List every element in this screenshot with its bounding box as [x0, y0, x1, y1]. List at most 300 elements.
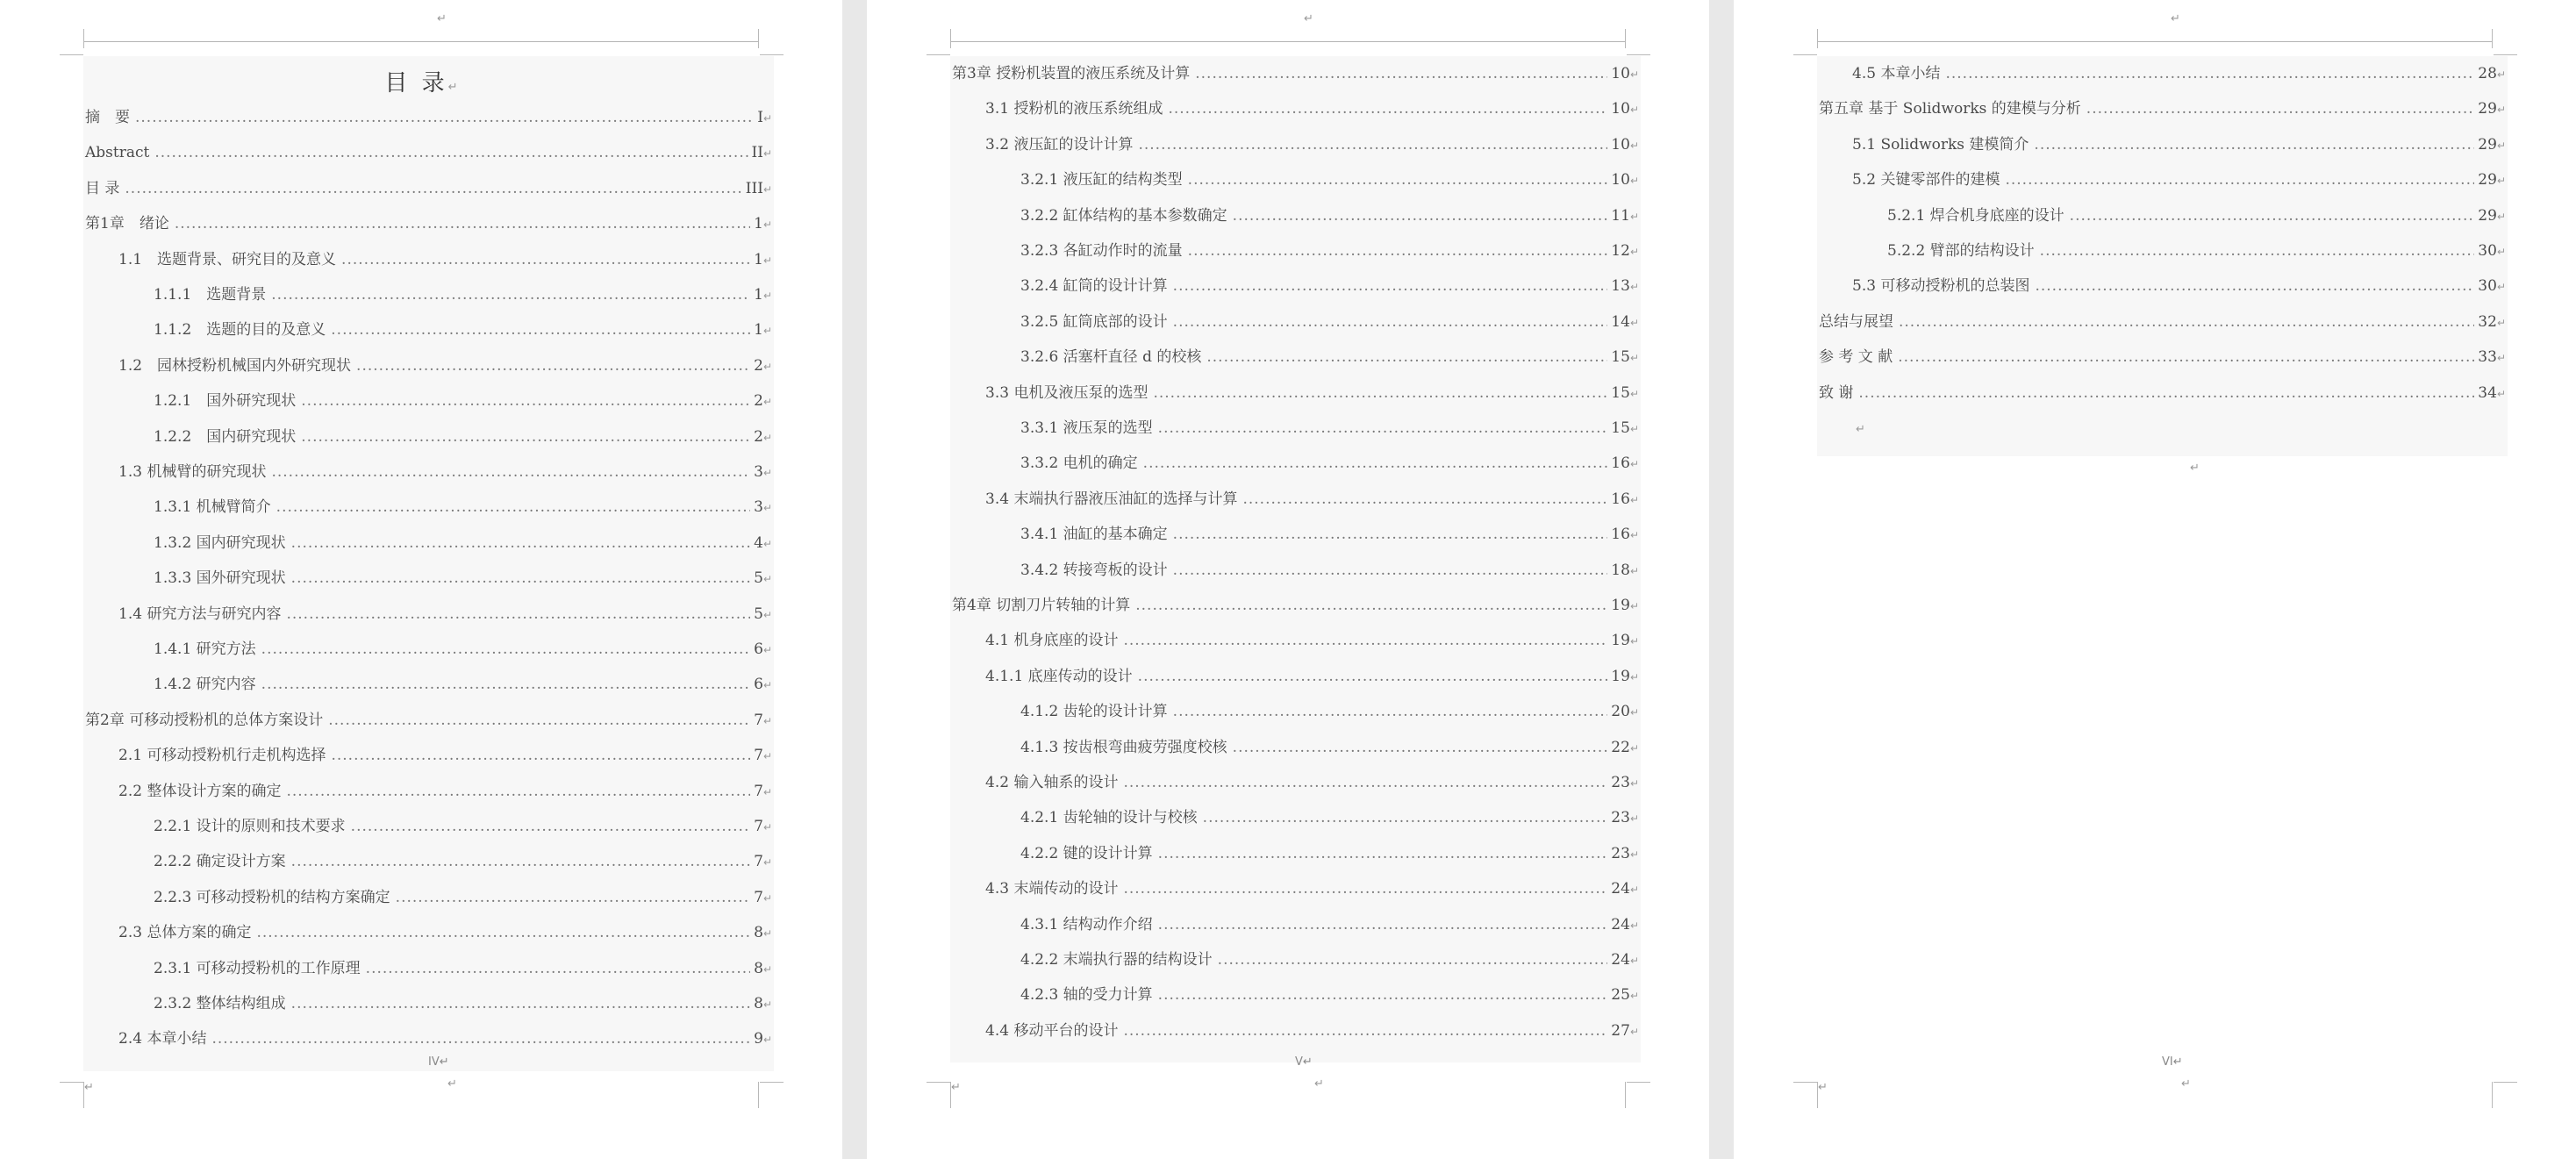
- paragraph-mark: ↵: [1629, 955, 1639, 967]
- toc-dot-leader: [1123, 772, 1607, 793]
- toc-entry-label: 4.2.2 末端执行器的结构设计: [1020, 951, 1213, 969]
- toc-dot-leader: [1242, 489, 1607, 510]
- paragraph-mark: ↵: [1629, 670, 1639, 683]
- paragraph-mark: ↵: [1629, 741, 1639, 755]
- crop-mark: [758, 1082, 759, 1108]
- toc-page-number: 33: [2478, 348, 2497, 367]
- toc-entry[interactable]: [154, 390, 772, 411]
- header-rule: [83, 41, 759, 42]
- crop-mark: [760, 54, 784, 55]
- toc-page-number: 10: [1611, 135, 1630, 154]
- toc-entry[interactable]: [952, 595, 1639, 616]
- toc-page-number: 2: [754, 427, 763, 446]
- crop-mark: [2492, 1082, 2493, 1108]
- paragraph-mark: ↵: [437, 12, 447, 25]
- toc-dot-leader: [1168, 98, 1607, 119]
- toc-page-number: 3: [754, 498, 763, 517]
- toc-dot-leader: [1173, 524, 1608, 545]
- toc-entry[interactable]: [1020, 524, 1639, 545]
- toc-page-number: 19: [1611, 632, 1630, 650]
- toc-page-number: 30: [2478, 277, 2497, 296]
- toc-entry[interactable]: [1020, 347, 1639, 368]
- toc-entry[interactable]: [154, 497, 772, 518]
- toc-page-number: 23: [1611, 774, 1630, 791]
- toc-page-number: 29: [2478, 135, 2497, 154]
- toc-dot-leader: [1195, 63, 1607, 84]
- toc-entry[interactable]: [154, 674, 772, 695]
- toc-entry-label: 3.3.1 液压泵的选型: [1020, 419, 1153, 437]
- toc-entry[interactable]: [85, 107, 772, 128]
- toc-entry[interactable]: [1020, 275, 1639, 297]
- toc-dot-leader: [1158, 984, 1608, 1005]
- paragraph-mark: ↵: [762, 679, 772, 692]
- toc-entry-label: 1.3.1 机械臂简介: [154, 498, 271, 517]
- toc-entry-label: 3.2 液压缸的设计计算: [985, 135, 1134, 154]
- paragraph-mark: ↵: [762, 962, 772, 976]
- page-footer-number: [428, 1055, 449, 1069]
- toc-dot-leader: [291, 568, 750, 589]
- toc-entry[interactable]: [1020, 240, 1639, 261]
- toc-title-text: 目 录: [384, 70, 448, 97]
- toc-entry-label: 致 谢: [1819, 383, 1854, 402]
- toc-entry[interactable]: [118, 249, 772, 270]
- toc-entry-label: Abstract: [85, 144, 150, 162]
- toc-entry[interactable]: [118, 355, 772, 376]
- paragraph-mark: ↵: [1629, 175, 1639, 188]
- toc-page-number: 3: [754, 463, 763, 481]
- toc-page-number: 1: [754, 286, 763, 304]
- toc-entry-label: 1.3.2 国内研究现状: [154, 533, 286, 552]
- toc-page-number: 24: [1611, 915, 1630, 934]
- crop-mark: [2494, 54, 2517, 55]
- toc-entry[interactable]: [154, 993, 772, 1014]
- toc-entry-label: 1.4.2 研究内容: [154, 676, 256, 694]
- toc-entry[interactable]: [1852, 169, 2506, 190]
- toc-dot-leader: [2070, 205, 2475, 226]
- paragraph-mark: ↵: [2172, 1055, 2183, 1069]
- toc-entry-label: 3.2.2 缸体结构的基本参数确定: [1020, 206, 1227, 225]
- toc-page-number: 7: [754, 888, 763, 906]
- crop-mark: [1625, 29, 1626, 48]
- toc-dot-leader: [1158, 914, 1608, 935]
- toc-entry[interactable]: [1852, 134, 2506, 155]
- toc-dot-leader: [291, 533, 750, 554]
- toc-page-number: 24: [1611, 880, 1630, 898]
- toc-page-number: 1: [754, 321, 763, 340]
- toc-entry[interactable]: [985, 772, 1639, 793]
- toc-entry-label: 1.3 机械臂的研究现状: [118, 463, 267, 481]
- toc-entry[interactable]: [1819, 98, 2506, 119]
- toc-entry[interactable]: [1020, 984, 1639, 1005]
- toc-entry[interactable]: [985, 489, 1639, 510]
- toc-dot-leader: [2005, 169, 2474, 190]
- toc-page-number: 29: [2478, 206, 2497, 225]
- toc-entry-label: 3.4.1 油缸的基本确定: [1020, 526, 1168, 544]
- paragraph-mark: ↵: [2496, 210, 2506, 223]
- toc-page-number: 24: [1611, 951, 1630, 969]
- crop-mark: [83, 29, 84, 48]
- crop-mark: [1793, 54, 1817, 55]
- toc-entry[interactable]: [154, 958, 772, 979]
- toc-page-number: 7: [754, 711, 763, 729]
- toc-dot-leader: [331, 745, 750, 766]
- toc-entry[interactable]: [85, 178, 772, 199]
- toc-dot-leader: [1218, 949, 1608, 970]
- toc-entry[interactable]: [118, 745, 772, 766]
- toc-dot-leader: [1143, 453, 1608, 474]
- paragraph-mark: ↵: [439, 1055, 449, 1069]
- toc-entry[interactable]: [1852, 63, 2506, 84]
- document-page: [1734, 0, 2576, 1159]
- toc-entry[interactable]: [1887, 240, 2506, 261]
- toc-page-number: 23: [1611, 809, 1630, 827]
- paragraph-mark: ↵: [1629, 458, 1639, 471]
- document-page: [0, 0, 842, 1159]
- toc-page-number: 13: [1611, 277, 1630, 296]
- toc-entry-label: 4.2.1 齿轮轴的设计与校核: [1020, 809, 1198, 827]
- toc-dot-leader: [1158, 418, 1608, 439]
- toc-entry-label: 4.1.1 底座传动的设计: [985, 667, 1133, 685]
- paragraph-mark: ↵: [1629, 387, 1639, 400]
- paragraph-mark: ↵: [762, 1034, 772, 1047]
- toc-entry-label: 2.2.3 可移动授粉机的结构方案确定: [154, 888, 390, 906]
- toc-entry[interactable]: [985, 1020, 1639, 1041]
- toc-entry-label: 1.2 园林授粉机械国内外研究现状: [118, 356, 352, 375]
- toc-page-number: 30: [2478, 242, 2497, 260]
- toc-entry-label: 1.1.2 选题的目的及意义: [154, 321, 326, 340]
- paragraph-mark: ↵: [762, 431, 772, 444]
- crop-mark: [927, 1082, 950, 1083]
- paragraph-mark: ↵: [1304, 12, 1313, 25]
- toc-dot-leader: [1123, 878, 1607, 899]
- toc-dot-leader: [261, 639, 750, 660]
- toc-dot-leader: [286, 604, 750, 625]
- paragraph-mark: ↵: [84, 1081, 94, 1094]
- toc-dot-leader: [396, 887, 750, 908]
- toc-page-number: 1: [754, 215, 763, 233]
- paragraph-mark: ↵: [762, 785, 772, 798]
- toc-page-number: 22: [1611, 738, 1630, 756]
- toc-entry[interactable]: [1020, 311, 1639, 333]
- toc-entry-label: 第五章 基于 Solidworks 的建模与分析: [1819, 100, 2081, 118]
- paragraph-mark: ↵: [951, 1081, 961, 1094]
- toc-dot-leader: [286, 781, 750, 802]
- toc-entry-label: 5.2.2 臂部的结构设计: [1887, 242, 2035, 260]
- paragraph-mark: ↵: [447, 81, 458, 94]
- toc-dot-leader: [366, 958, 750, 979]
- toc-dot-leader: [2086, 98, 2475, 119]
- toc-entry[interactable]: [985, 878, 1639, 899]
- toc-entry-label: 1.2.2 国内研究现状: [154, 427, 297, 446]
- toc-entry[interactable]: [985, 98, 1639, 119]
- toc-page-number: 9: [754, 1030, 763, 1048]
- toc-entry[interactable]: [1020, 560, 1639, 581]
- paragraph-mark: ↵: [1629, 777, 1639, 790]
- toc-entry-label: 3.2.5 缸筒底部的设计: [1020, 312, 1168, 331]
- toc-dot-leader: [328, 710, 750, 731]
- toc-page-number: 7: [754, 818, 763, 835]
- paragraph-mark: ↵: [762, 750, 772, 763]
- crop-mark: [950, 29, 951, 48]
- paragraph-mark: ↵: [1629, 210, 1639, 223]
- header-rule: [950, 41, 1626, 42]
- paragraph-mark: ↵: [762, 821, 772, 833]
- toc-entry[interactable]: [154, 533, 772, 554]
- toc-entry-label: 3.3 电机及液压泵的选型: [985, 383, 1148, 402]
- toc-entry[interactable]: [1887, 205, 2506, 226]
- paragraph-mark: ↵: [1629, 600, 1639, 612]
- toc-entry[interactable]: [1020, 914, 1639, 935]
- crop-mark: [758, 29, 759, 48]
- toc-entry[interactable]: [85, 710, 772, 731]
- toc-entry[interactable]: [154, 887, 772, 908]
- toc-entry[interactable]: [154, 851, 772, 872]
- toc-entry[interactable]: [985, 134, 1639, 155]
- toc-dot-leader: [1173, 311, 1608, 333]
- toc-page-number: 28: [2478, 65, 2497, 82]
- toc-page-number: I: [757, 109, 763, 126]
- crop-mark: [2492, 29, 2493, 48]
- toc-entry-label: 总结与展望: [1819, 312, 1893, 331]
- toc-entry[interactable]: [154, 319, 772, 340]
- toc-page-number: 23: [1611, 844, 1630, 862]
- toc-entry-label: 3.2.6 活塞杆直径 d 的校核: [1020, 348, 1202, 367]
- toc-entry[interactable]: [1819, 311, 2506, 333]
- toc-dot-leader: [1138, 134, 1607, 155]
- toc-entry-label: 第2章 可移动授粉机的总体方案设计: [85, 711, 324, 729]
- toc-entry[interactable]: [85, 213, 772, 234]
- toc-dot-leader: [125, 178, 741, 199]
- paragraph-mark: ↵: [1629, 104, 1639, 117]
- paragraph-mark: ↵: [1629, 316, 1639, 329]
- toc-entry-label: 5.2.1 焊合机身底座的设计: [1887, 206, 2064, 225]
- header-rule: [1817, 41, 2493, 42]
- toc-page-number: 15: [1611, 383, 1630, 402]
- toc-page-number: 32: [2478, 312, 2497, 331]
- toc-page-number: 18: [1611, 561, 1630, 579]
- toc-entry[interactable]: [1020, 205, 1639, 226]
- toc-entry[interactable]: [118, 781, 772, 802]
- toc-entry-label: 第4章 切割刀片转轴的计算: [952, 597, 1131, 614]
- paragraph-mark: ↵: [1629, 990, 1639, 1003]
- toc-entry[interactable]: [1020, 807, 1639, 828]
- toc-entry-label: 第1章 绪论: [85, 215, 169, 233]
- toc-dot-leader: [1138, 666, 1608, 687]
- toc-entry-label: 第3章 授粉机装置的液压系统及计算: [952, 65, 1191, 82]
- toc-entry[interactable]: [118, 604, 772, 625]
- toc-entry-label: 3.4.2 转接弯板的设计: [1020, 561, 1168, 579]
- toc-entry-label: 4.5 本章小结: [1852, 65, 1941, 82]
- toc-dot-leader: [1945, 63, 2474, 84]
- toc-entry[interactable]: [154, 568, 772, 589]
- toc-entry[interactable]: [1819, 383, 2506, 404]
- crop-mark: [927, 54, 950, 55]
- toc-page-number: 7: [754, 747, 763, 765]
- toc-entry[interactable]: [1020, 843, 1639, 864]
- toc-entry-label: 4.1.2 齿轮的设计计算: [1020, 703, 1168, 721]
- toc-dot-leader: [301, 390, 750, 411]
- footer-number-text: VI: [2162, 1055, 2173, 1069]
- toc-entry-label: 5.1 Solidworks 建模简介: [1852, 135, 2029, 154]
- toc-page-number: 19: [1611, 597, 1630, 614]
- toc-entry-label: 4.2.3 轴的受力计算: [1020, 986, 1153, 1005]
- toc-dot-leader: [276, 497, 750, 518]
- crop-mark: [1627, 1082, 1650, 1083]
- toc-entry-label: 4.4 移动平台的设计: [985, 1021, 1119, 1040]
- toc-dot-leader: [1206, 347, 1607, 368]
- paragraph-mark: ↵: [762, 467, 772, 479]
- toc-page-number: 20: [1611, 703, 1630, 721]
- toc-entry[interactable]: [1020, 169, 1639, 190]
- toc-entry-label: 1.1.1 选题背景: [154, 286, 267, 304]
- toc-entry[interactable]: [1020, 949, 1639, 970]
- toc-dot-leader: [1158, 843, 1608, 864]
- toc-dot-leader: [351, 816, 750, 837]
- crop-mark: [1625, 1082, 1626, 1108]
- paragraph-mark: ↵: [762, 927, 772, 941]
- toc-entry-label: 1.3.3 国外研究现状: [154, 569, 286, 588]
- toc-page-number: 34: [2478, 383, 2497, 402]
- toc-dot-leader: [1135, 595, 1607, 616]
- toc-entry-label: 2.4 本章小结: [118, 1030, 207, 1048]
- toc-entry-label: 参 考 文 献: [1819, 348, 1893, 367]
- paragraph-mark: ↵: [2171, 12, 2180, 25]
- toc-entry[interactable]: [154, 816, 772, 837]
- toc-entry[interactable]: [118, 922, 772, 943]
- toc-entry[interactable]: [1819, 347, 2506, 368]
- footer-number-text: V: [1295, 1055, 1303, 1069]
- toc-page-number: 5: [754, 569, 763, 588]
- paragraph-mark: ↵: [762, 254, 772, 267]
- crop-mark: [760, 1082, 784, 1083]
- toc-page-number: 27: [1611, 1021, 1630, 1040]
- toc-entry-label: 4.1.3 按齿根弯曲疲劳强度校核: [1020, 738, 1227, 756]
- toc-page-number: 16: [1611, 490, 1630, 508]
- toc-dot-leader: [1858, 383, 2474, 404]
- toc-entry[interactable]: [1020, 453, 1639, 474]
- toc-dot-leader: [1898, 347, 2474, 368]
- toc-entry-label: 5.3 可移动授粉机的总装图: [1852, 277, 2030, 296]
- toc-entry[interactable]: [118, 461, 772, 483]
- paragraph-mark: ↵: [2496, 175, 2506, 188]
- crop-mark: [60, 54, 83, 55]
- toc-entry[interactable]: [985, 383, 1639, 404]
- toc-dot-leader: [301, 426, 750, 447]
- toc-dot-leader: [261, 674, 750, 695]
- toc-dot-leader: [2035, 275, 2474, 297]
- paragraph-mark: ↵: [1629, 848, 1639, 861]
- toc-dot-leader: [1233, 205, 1608, 226]
- toc-entry-label: 2.2.1 设计的原则和技术要求: [154, 818, 346, 835]
- toc-page-number: 7: [754, 782, 763, 800]
- paragraph-mark: ↵: [2181, 1077, 2191, 1091]
- toc-entry-label: 4.2 输入轴系的设计: [985, 774, 1119, 791]
- toc-entry-label: 2.2 整体设计方案的确定: [118, 782, 282, 800]
- toc-entry-label: 3.4 末端执行器液压油缸的选择与计算: [985, 490, 1238, 508]
- toc-entry[interactable]: [154, 426, 772, 447]
- paragraph-mark: ↵: [762, 998, 772, 1011]
- paragraph-mark: ↵: [1629, 281, 1639, 294]
- toc-dot-leader: [1188, 169, 1608, 190]
- paragraph-mark: ↵: [1629, 884, 1639, 897]
- crop-mark: [1793, 1082, 1817, 1083]
- toc-entry[interactable]: [118, 1028, 772, 1049]
- toc-entry[interactable]: [1020, 701, 1639, 722]
- toc-entry-label: 2.2.2 确定设计方案: [154, 853, 286, 871]
- paragraph-mark: ↵: [2496, 387, 2506, 400]
- paragraph-mark: ↵: [1818, 1081, 1828, 1094]
- toc-entry[interactable]: [85, 142, 772, 163]
- toc-dot-leader: [1153, 383, 1607, 404]
- paragraph-mark: ↵: [447, 1077, 457, 1091]
- toc-dot-leader: [291, 851, 750, 872]
- toc-entry-label: 1.2.1 国外研究现状: [154, 392, 297, 411]
- paragraph-mark: ↵: [762, 396, 772, 409]
- toc-entry-label: 4.2.2 键的设计计算: [1020, 844, 1153, 862]
- paragraph-mark: ↵: [1629, 706, 1639, 719]
- paragraph-mark: ↵: [1629, 423, 1639, 435]
- toc-entry[interactable]: [154, 284, 772, 305]
- paragraph-mark: ↵: [762, 502, 772, 515]
- toc-entry-label: 1.4.1 研究方法: [154, 640, 256, 658]
- toc-entry[interactable]: [1020, 418, 1639, 439]
- paragraph-mark: ↵: [762, 218, 772, 232]
- toc-entry[interactable]: [985, 666, 1639, 687]
- toc-entry[interactable]: [154, 639, 772, 660]
- toc-page-number: 10: [1611, 100, 1630, 118]
- toc-page-number: 8: [754, 959, 763, 977]
- toc-entry[interactable]: [985, 630, 1639, 651]
- paragraph-mark: ↵: [1302, 1055, 1313, 1069]
- toc-entry[interactable]: [1852, 275, 2506, 297]
- toc-entry-label: 4.3.1 结构动作介绍: [1020, 915, 1153, 934]
- paragraph-mark: ↵: [762, 112, 772, 125]
- toc-page-number: 6: [754, 640, 763, 658]
- toc-dot-leader: [271, 461, 750, 483]
- toc-dot-leader: [291, 993, 750, 1014]
- paragraph-mark: ↵: [2496, 104, 2506, 117]
- toc-dot-leader: [1233, 737, 1608, 758]
- paragraph-mark: ↵: [1629, 564, 1639, 577]
- paragraph-mark: ↵: [762, 573, 772, 586]
- toc-entry[interactable]: [952, 63, 1639, 84]
- toc-dot-leader: [211, 1028, 750, 1049]
- toc-page-number: 29: [2478, 100, 2497, 118]
- toc-dot-leader: [341, 249, 750, 270]
- toc-dot-leader: [1203, 807, 1608, 828]
- toc-entry[interactable]: [1020, 737, 1639, 758]
- paragraph-mark: ↵: [762, 644, 772, 656]
- paragraph-mark: ↵: [2496, 316, 2506, 329]
- paragraph-mark: ↵: [762, 360, 772, 373]
- paragraph-mark: ↵: [1629, 352, 1639, 365]
- paragraph-mark: ↵: [1856, 423, 1865, 436]
- toc-dot-leader: [2040, 240, 2475, 261]
- toc-page-number: 15: [1611, 419, 1630, 437]
- toc-page-number: 7: [754, 853, 763, 871]
- toc-entry-label: 摘 要: [85, 109, 130, 126]
- toc-page-number: 8: [754, 924, 763, 942]
- paragraph-mark: ↵: [2496, 352, 2506, 365]
- paragraph-mark: ↵: [762, 714, 772, 727]
- toc-dot-leader: [1173, 560, 1608, 581]
- toc-page-number: 2: [754, 356, 763, 375]
- footer-number-text: IV: [428, 1055, 440, 1069]
- paragraph-mark: ↵: [2496, 246, 2506, 258]
- toc-page-number: 16: [1611, 454, 1630, 473]
- toc-dot-leader: [1123, 1020, 1607, 1041]
- toc-entry-label: 4.1 机身底座的设计: [985, 632, 1119, 650]
